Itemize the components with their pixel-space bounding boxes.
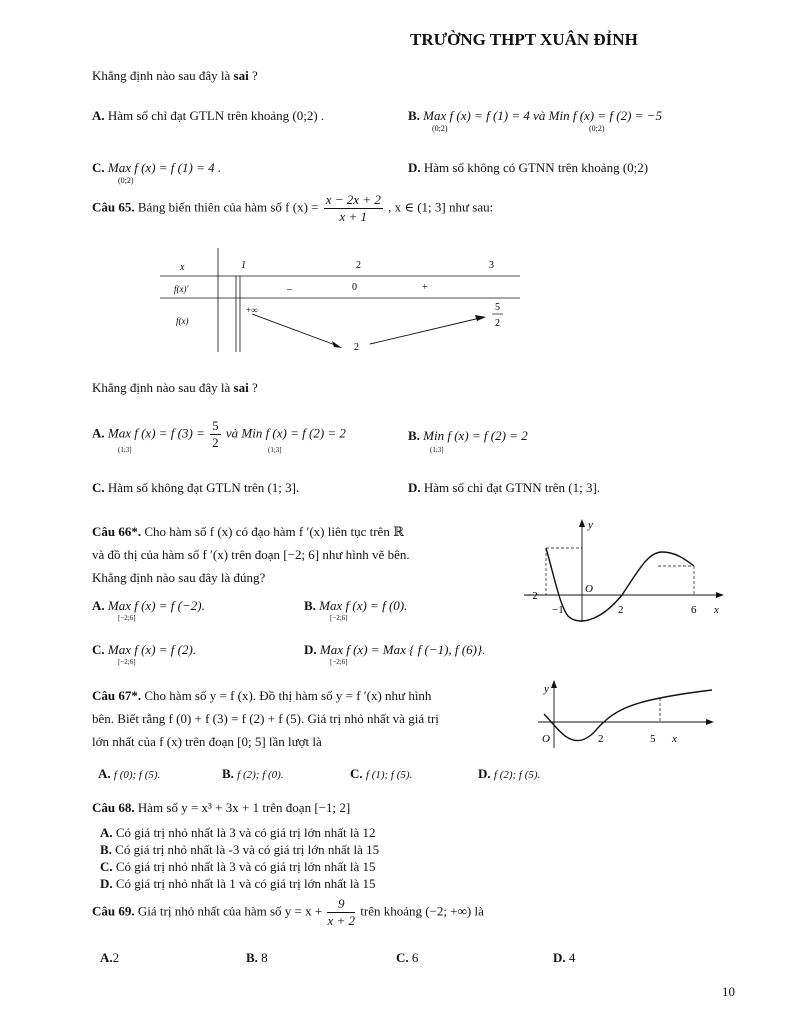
q69-stem	[92, 896, 484, 929]
q64-c-sub: (0;2)	[118, 176, 134, 185]
vt-x3: 3	[489, 260, 494, 271]
q64-option-b-label: B.	[408, 108, 420, 123]
q67-option-b[interactable]	[222, 766, 284, 782]
q65-a-frac-num: 5	[212, 418, 219, 433]
q67-option-d-text: f (2); f (5).	[493, 769, 541, 781]
q64-option-c-text: Max f (x) = f (1) = 4 .	[107, 160, 222, 175]
q68-option-c-label: C.	[100, 859, 113, 874]
q68-option-a[interactable]	[100, 824, 379, 841]
q66-option-b-text: Max f (x) = f (0).	[319, 598, 408, 613]
q65-option-a-label: A.	[92, 425, 105, 441]
q68-option-d-label: D.	[100, 876, 113, 891]
q65-option-a-text: Max f (x) = f (3) =	[107, 425, 205, 441]
vt-zero: 0	[352, 282, 357, 293]
q67-graph-tick-5: 5	[650, 733, 656, 745]
q64-prompt-end: ?	[248, 68, 258, 83]
q66-option-c-text: Max f (x) = f (2).	[107, 642, 197, 657]
q66-graph-y: y	[588, 519, 593, 531]
q66-graph	[520, 516, 726, 626]
q65-option-c-text: Hàm số không đạt GTLN trên (1; 3].	[107, 480, 300, 495]
q66-graph-tick-6: 6	[691, 604, 697, 616]
q68-option-b-text: Có giá trị nhỏ nhất là -3 và có giá trị lớn nhất là 15	[115, 842, 380, 857]
q68-option-c[interactable]	[100, 858, 379, 875]
vt-x2: 2	[356, 260, 361, 271]
q68-option-b[interactable]	[100, 841, 379, 858]
q68-stem	[92, 800, 350, 816]
q66-graph-tick-2: 2	[618, 604, 624, 616]
q67-option-a-text: f (0); f (5).	[113, 769, 161, 781]
q66-option-c[interactable]	[92, 642, 196, 658]
vt-row-fp: f(x)'	[174, 284, 189, 294]
q66-line3: Khẳng định nào sau đây là đúng?	[92, 570, 266, 585]
q65-label: Câu 65.	[92, 199, 135, 215]
q64-prompt-text: Khẳng định nào sau đây là	[92, 68, 234, 83]
q65-prompt-text: Khẳng định nào sau đây là	[92, 380, 234, 395]
q69-option-a-label: A.	[100, 950, 113, 965]
q65-b-sub: (1;3]	[430, 446, 444, 454]
q65-a-sub1: (1;3]	[118, 446, 132, 454]
q64-option-a-text: Hàm số chỉ đạt GTLN trên khoảng (0;2) .	[107, 108, 325, 123]
q69-option-d-label: D.	[553, 950, 566, 965]
q67-option-c[interactable]	[350, 766, 412, 782]
q65-option-b-text: Min f (x) = f (2) = 2	[423, 428, 528, 443]
q67-option-d[interactable]	[478, 766, 540, 782]
q65-prompt	[92, 380, 258, 396]
vt-end-den: 2	[495, 318, 500, 329]
q67-option-a[interactable]	[98, 766, 160, 782]
q69-option-a[interactable]	[100, 950, 119, 966]
q67-option-c-text: f (1); f (5).	[365, 769, 413, 781]
q67-graph-tick-2: 2	[598, 733, 604, 745]
q65-option-d[interactable]	[408, 480, 600, 496]
q66-graph-tick-m2: −2	[526, 590, 538, 602]
q69-frac-den: x + 2	[327, 913, 356, 928]
q64-b-sub1: (0;2)	[432, 124, 448, 133]
q69-label: Câu 69.	[92, 903, 135, 919]
q65-option-b-label: B.	[408, 428, 420, 443]
vt-minus: –	[287, 284, 292, 295]
q66-line2: và đồ thị của hàm số f ′(x) trên đoạn [−2; 6] như hình vẽ bên.	[92, 547, 410, 562]
vt-x1: 1	[241, 260, 246, 271]
q64-option-d-text: Hàm số không có GTNN trên khoảng (0;2)	[423, 160, 649, 175]
vt-plus: +	[422, 282, 428, 293]
q66-option-d-text: Max f (x) = Max { f (−1), f (6)}.	[319, 642, 486, 657]
q66-option-d-label: D.	[304, 642, 317, 657]
q68-label: Câu 68.	[92, 800, 135, 815]
q65-frac-num: x − 2x + 2	[325, 192, 381, 207]
q65-a-sub2: (1;3]	[268, 446, 282, 454]
q65-option-b[interactable]	[408, 428, 528, 444]
q68-option-b-label: B.	[100, 842, 112, 857]
q64-option-b[interactable]	[408, 108, 662, 124]
q67-stem	[92, 684, 439, 753]
q67-graph-o: O	[542, 733, 550, 745]
q66-option-a-text: Max f (x) = f (−2).	[107, 598, 205, 613]
q68-option-a-label: A.	[100, 825, 113, 840]
q67-option-b-label: B.	[222, 766, 234, 781]
q68-option-a-text: Có giá trị nhỏ nhất là 3 và có giá trị lớn nhất là 12	[115, 825, 376, 840]
q66-a-sub: [−2;6]	[118, 614, 136, 622]
q69-option-c[interactable]	[396, 950, 418, 966]
q67-option-d-label: D.	[478, 766, 491, 781]
q69-option-c-label: C.	[396, 950, 409, 965]
q67-line3: lớn nhất của f (x) trên đoạn [0; 5] lần lượt là	[92, 734, 322, 749]
q69-option-a-text: 2	[112, 950, 120, 965]
q65-text-end: , x ∈ (1; 3] như sau:	[388, 199, 494, 215]
vt-min: 2	[354, 342, 359, 353]
q65-option-c[interactable]	[92, 480, 299, 496]
vt-row-f: f(x)	[176, 316, 189, 326]
q66-graph-x: x	[714, 604, 719, 616]
q69-option-d[interactable]	[553, 950, 575, 966]
q66-b-sub: [−2;6]	[330, 614, 348, 622]
q65-option-c-label: C.	[92, 480, 105, 495]
q68-option-d-text: Có giá trị nhỏ nhất là 1 và có giá trị lớn nhất là 15	[115, 876, 376, 891]
q67-graph-y: y	[544, 683, 549, 695]
q67-option-a-label: A.	[98, 766, 111, 781]
q66-option-d[interactable]	[304, 642, 485, 658]
q69-frac-num: 9	[327, 896, 355, 913]
q66-graph-o: O	[585, 583, 593, 595]
q69-option-b-label: B.	[246, 950, 258, 965]
q68-option-d[interactable]	[100, 875, 379, 892]
q66-option-c-label: C.	[92, 642, 105, 657]
q66-option-b[interactable]	[304, 598, 407, 614]
q64-option-b-text: Max f (x) = f (1) = 4 và Min f (x) = f (2) = −5	[423, 108, 662, 123]
q67-graph-x: x	[672, 733, 677, 745]
q64-option-a-label: A.	[92, 108, 105, 123]
q67-line1: Cho hàm số y = f (x). Đồ thị hàm số y = f ′(x) như hình	[144, 688, 432, 703]
q64-b-sub2: (0;2)	[589, 124, 605, 133]
q67-line2: bên. Biết rằng f (0) + f (3) = f (2) + f (5). Giá trị nhỏ nhất và giá trị	[92, 711, 439, 726]
q69-fraction	[327, 896, 355, 929]
q67-option-b-text: f (2); f (0).	[237, 769, 284, 781]
q64-option-d-label: D.	[408, 160, 421, 175]
q68-option-c-text: Có giá trị nhỏ nhất là 3 và có giá trị lớn nhất là 15	[115, 859, 376, 874]
q68-options	[100, 824, 379, 892]
vt-inf: +∞	[246, 305, 258, 315]
q65-text: Bảng biến thiên của hàm số f (x) =	[137, 199, 319, 215]
vt-row-x: x	[180, 262, 185, 273]
q67-option-c-label: C.	[350, 766, 363, 781]
q65-option-a-frac	[210, 418, 221, 451]
q66-graph-tick-m1: −1	[552, 604, 564, 616]
q65-frac-den: x + 1	[339, 209, 368, 224]
q66-d-sub: [−2;6]	[330, 658, 348, 666]
q64-option-d[interactable]	[408, 160, 648, 176]
q69-text-end: trên khoảng (−2; +∞) là	[360, 903, 484, 919]
q65-fraction	[324, 192, 383, 225]
q64-prompt	[92, 68, 258, 84]
q69-option-b[interactable]	[246, 950, 268, 966]
q64-option-a[interactable]	[92, 108, 324, 124]
q69-text: Giá trị nhỏ nhất của hàm số y = x +	[137, 903, 323, 919]
q64-option-c[interactable]	[92, 160, 221, 176]
q65-option-d-text: Hàm số chỉ đạt GTNN trên (1; 3].	[423, 480, 601, 495]
q66-c-sub: [−2;6]	[118, 658, 136, 666]
q67-graph	[536, 678, 716, 750]
q67-label: Câu 67*.	[92, 688, 142, 703]
q66-line1: Cho hàm số f (x) có đạo hàm f ′(x) liên tục trên ℝ	[144, 524, 404, 539]
q65-stem	[92, 192, 493, 225]
q66-stem	[92, 520, 410, 589]
school-header: TRƯỜNG THPT XUÂN ĐỈNH	[410, 30, 638, 49]
q65-prompt-bold: sai	[233, 380, 249, 395]
q65-option-a-end: và Min f (x) = f (2) = 2	[225, 425, 346, 441]
q66-option-a[interactable]	[92, 598, 205, 614]
q69-option-c-text: 6	[411, 950, 419, 965]
vt-end-num: 5	[495, 302, 500, 313]
q69-option-b-text: 8	[261, 950, 268, 965]
q68-text: Hàm số y = x³ + 3x + 1 trên đoạn [−1; 2]	[137, 800, 351, 815]
q65-prompt-end: ?	[248, 380, 258, 395]
q66-label: Câu 66*.	[92, 524, 142, 539]
q65-option-d-label: D.	[408, 480, 421, 495]
q64-prompt-bold: sai	[233, 68, 249, 83]
q64-option-c-label: C.	[92, 160, 105, 175]
q66-option-a-label: A.	[92, 598, 105, 613]
variation-table	[160, 248, 522, 356]
q65-a-frac-den: 2	[212, 435, 219, 450]
q66-option-b-label: B.	[304, 598, 316, 613]
q69-option-d-text: 4	[568, 950, 576, 965]
page-number: 10	[722, 984, 735, 999]
